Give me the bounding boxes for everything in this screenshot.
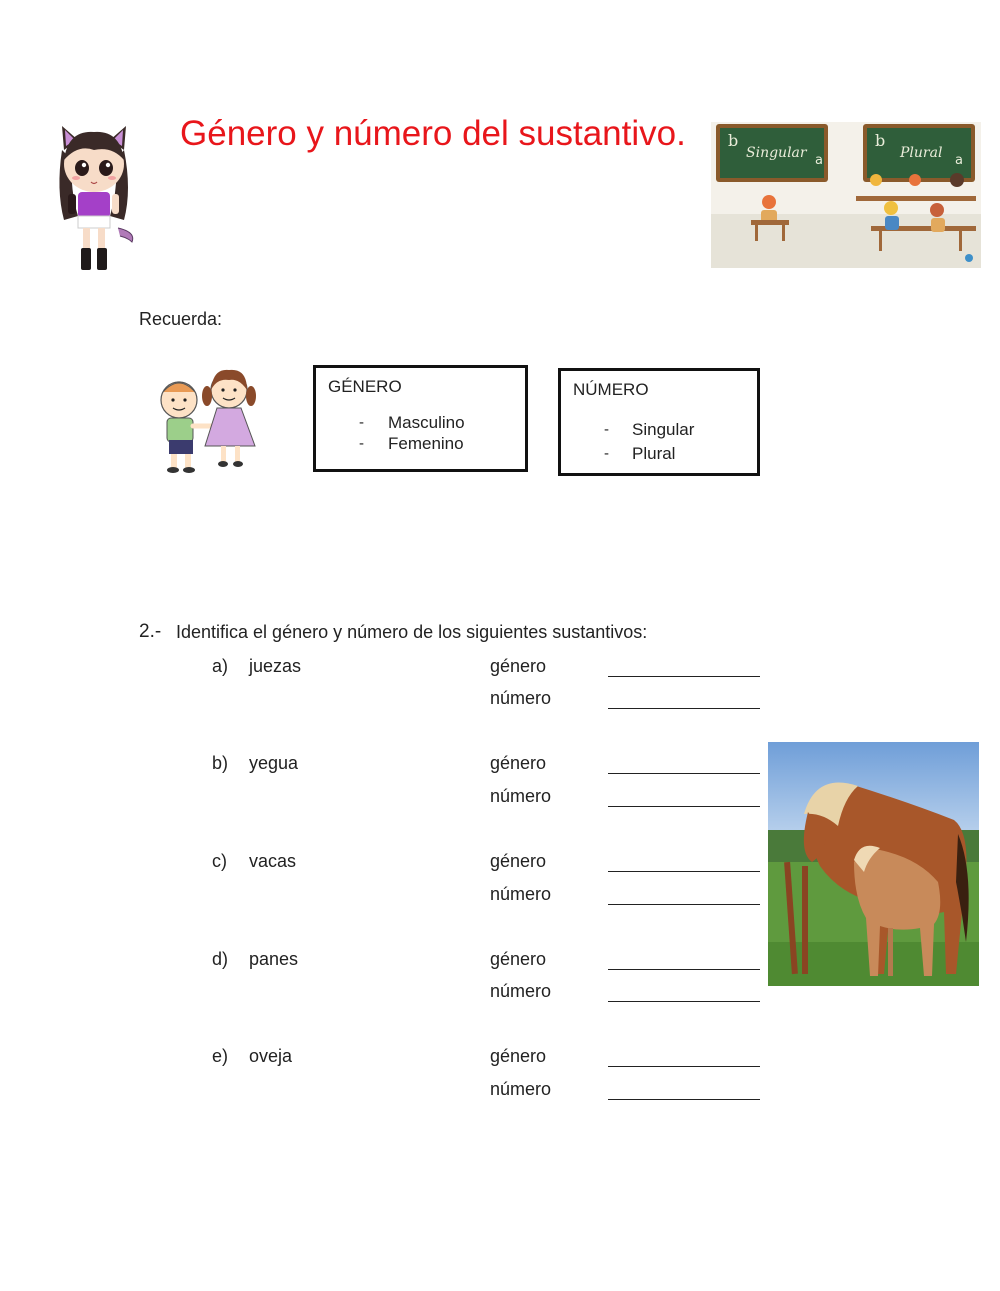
- svg-text:b: b: [875, 131, 886, 150]
- numero-answer-blank[interactable]: [608, 1099, 760, 1100]
- page-title: Género y número del sustantivo.: [180, 114, 686, 153]
- numero-answer-blank[interactable]: [608, 904, 760, 905]
- numero-item-singular: Singular: [632, 420, 695, 439]
- cat-girl-illustration: [48, 120, 143, 275]
- genero-label: género: [490, 753, 547, 773]
- numero-label: número: [490, 1079, 552, 1099]
- reminder-label: Recuerda:: [139, 309, 223, 329]
- item-letter: c): [212, 851, 227, 871]
- svg-text:a: a: [955, 153, 963, 168]
- dash-bullet: -: [359, 414, 364, 431]
- genero-answer-blank[interactable]: [608, 773, 760, 774]
- exercise-number: 2.-: [139, 621, 162, 642]
- genero-label: género: [490, 1046, 547, 1066]
- genero-item-masculino: Masculino: [388, 413, 465, 432]
- numero-answer-blank[interactable]: [608, 708, 760, 709]
- item-letter: d): [212, 949, 229, 969]
- board-label-plural: Plural: [900, 145, 943, 161]
- numero-label: número: [490, 981, 552, 1001]
- exercise-instruction: Identifica el género y número de los siguientes sustantivos:: [176, 622, 648, 642]
- item-letter: e): [212, 1046, 229, 1066]
- horse-photo: [768, 742, 979, 986]
- numero-item-plural: Plural: [632, 444, 676, 463]
- dash-bullet: -: [604, 445, 609, 462]
- svg-text:a: a: [815, 153, 823, 168]
- classroom-illustration: [711, 122, 981, 268]
- genero-label: género: [490, 656, 547, 676]
- children-illustration: [153, 362, 271, 478]
- item-word: yegua: [249, 753, 299, 773]
- numero-answer-blank[interactable]: [608, 1001, 760, 1002]
- genero-answer-blank[interactable]: [608, 676, 760, 677]
- numero-answer-blank[interactable]: [608, 806, 760, 807]
- numero-label: número: [490, 688, 552, 708]
- genero-answer-blank[interactable]: [608, 969, 760, 970]
- item-word: vacas: [249, 851, 297, 871]
- genero-box: [313, 365, 528, 472]
- genero-item-femenino: Femenino: [388, 434, 464, 453]
- numero-heading: NÚMERO: [573, 380, 649, 399]
- genero-label: género: [490, 851, 547, 871]
- item-word: panes: [249, 949, 299, 969]
- item-letter: b): [212, 753, 229, 773]
- genero-answer-blank[interactable]: [608, 1066, 760, 1067]
- genero-heading: GÉNERO: [328, 377, 402, 396]
- genero-label: género: [490, 949, 547, 969]
- board-label-singular: Singular: [746, 145, 807, 161]
- numero-box: [558, 368, 760, 476]
- item-word: oveja: [249, 1046, 293, 1066]
- numero-label: número: [490, 786, 552, 806]
- numero-label: número: [490, 884, 552, 904]
- item-word: juezas: [249, 656, 302, 676]
- genero-answer-blank[interactable]: [608, 871, 760, 872]
- dash-bullet: -: [604, 421, 609, 438]
- dash-bullet: -: [359, 435, 364, 452]
- item-letter: a): [212, 656, 229, 676]
- svg-text:b: b: [728, 131, 739, 150]
